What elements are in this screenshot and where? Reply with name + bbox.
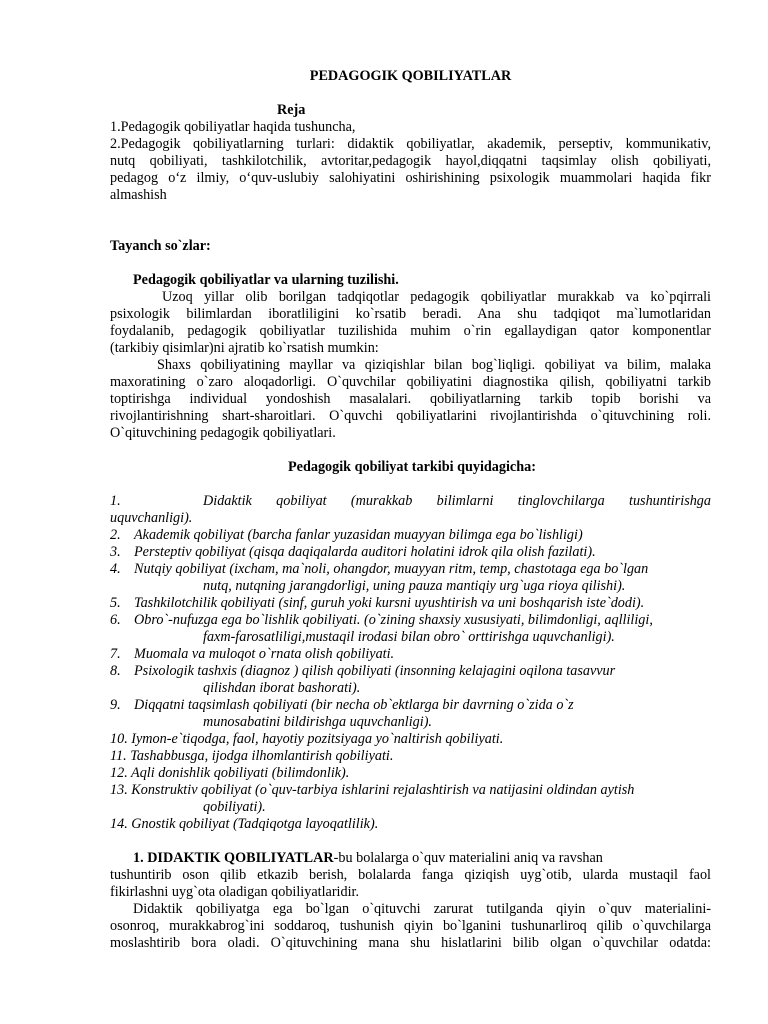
list-item-number: 6. <box>110 612 121 628</box>
paragraph-line: -bu bolalarga o`quv materialini aniq va ravshan <box>333 850 603 866</box>
list-item: Persteptiv qobiliyat (qisqa daqiqalarda auditori holatini idrok qila olish fazilati). <box>134 544 596 560</box>
paragraph-line: foydalanib, pedagogik qobiliyatlar tuzilishida muhim o`rin egallaydigan qator komponentlar <box>110 323 711 339</box>
list-item: faxm-farosatliligi,mustaqil irodasi bilan obro` orttirishga uquvchanligi). <box>203 629 615 645</box>
reja-item: nutq qobiliyati, tashkilotchilik, avtoritar,pedagogik hayol,diqqatni taqsimlay olish qobiliyati, <box>110 153 711 169</box>
list-item: qobiliyati). <box>203 799 266 815</box>
list-item-number: 7. <box>110 646 121 662</box>
list-item: Tashkilotchilik qobiliyati (sinf, guruh yoki kursni uyushtirish va uni boshqarish iste`dodi). <box>134 595 645 611</box>
list-item: 13. Konstruktiv qobiliyat (o`quv-tarbiya ishlarini rejalashtirish va natijasini oldindan aytish <box>110 782 635 798</box>
paragraph-line: Shaxs qobiliyatining mayllar va qiziqishlar bilan bog`liqligi. qobiliyat va bilim, malaka <box>157 357 711 373</box>
list-item: Obro`-nufuzga ega bo`lishlik qobiliyati. (o`zining shaxsiy xususiyati, bilimdonligi, aqlliligi, <box>134 612 653 628</box>
list-item: 10. Iymon-e`tiqodga, faol, hayotiy pozitsiyaga yo`naltirish qobiliyati. <box>110 731 504 747</box>
list-item: 11. Tashabbusga, ijodga ilhomlantirish qobiliyati. <box>110 748 394 764</box>
paragraph-line: fikirlashni uyg`ota oladigan qobiliyatlaridir. <box>110 884 360 900</box>
paragraph-line: moslashtirib bora oladi. O`qituvchining mana shu hislatlarini bilib olgan o`quvchilar odatda: <box>110 935 711 951</box>
list-item-number: 8. <box>110 663 121 679</box>
list-item: 12. Aqli donishlik qobiliyati (bilimdonlik). <box>110 765 350 781</box>
paragraph-line: osonroq, murakkabrog`ini soddaroq, tushunish qiyin bo`lganini tushunarliroq qilib o`quvchilarga <box>110 918 711 934</box>
list-item: Psixologik tashxis (diagnoz ) qilish qobiliyati (insonning kelajagini oqilona tasavvur <box>134 663 616 679</box>
list-item-number: 5. <box>110 595 121 611</box>
list-item-number: 9. <box>110 697 121 713</box>
list-item: munosabatini bildirishga uquvchanligi). <box>203 714 432 730</box>
paragraph-line: O`qituvchining pedagogik qobiliyatlari. <box>110 425 336 441</box>
paragraph-line: Didaktik qobiliyatga ega bo`lgan o`qituvchi zarurat tutilganda qiyin o`quv materialini- <box>133 901 711 917</box>
list-item: Akademik qobiliyat (barcha fanlar yuzasidan muayyan bilimga ega bo`lishligi) <box>134 527 583 543</box>
paragraph-line: (tarkibiy qisimlar)ni ajratib ko`rsatish mumkin: <box>110 340 379 356</box>
list-item-number: 2. <box>110 527 121 543</box>
list-item: uquvchanligi). <box>110 510 193 526</box>
paragraph-line: tushuntirib oson qilib etkazib berish, bolalarda fanga qiziqish uyg`otib, ularda mustaqil faol <box>110 867 711 883</box>
reja-item: almashish <box>110 187 167 203</box>
reja-item: 1.Pedagogik qobiliyatlar haqida tushuncha, <box>110 119 356 135</box>
paragraph-line: psixologik bilimlardan iboratliligini ko`rsatib beradi. Ana shu tadqiqot ma`lumotlaridan <box>110 306 711 322</box>
paragraph-line: Uzoq yillar olib borilgan tadqiqotlar pedagogik qobiliyatlar murakkab va ko`pqirrali <box>162 289 711 305</box>
paragraph-line: toptirishga individual yondoshish masalalari. qobiliyatlarning tarkib topib borishi va <box>110 391 711 407</box>
reja-heading: Reja <box>277 102 306 118</box>
list-item: Muomala va muloqot o`rnata olish qobiliyati. <box>134 646 395 662</box>
list-item: 14. Gnostik qobiliyat (Tadqiqotga layoqatlilik). <box>110 816 379 832</box>
paragraph-line: rivojlantirishning shart-sharoitlari. O`quvchi qobiliyatlarini rivojlantirishda o`qituvchining roli. <box>110 408 711 424</box>
section-heading: Pedagogik qobiliyatlar va ularning tuzilishi. <box>133 272 399 288</box>
list-item: Nutqiy qobiliyat (ixcham, ma`noli, ohangdor, muayyan ritm, temp, chastotaga ega bo`lgan <box>134 561 649 577</box>
reja-item: 2.Pedagogik qobiliyatlarning turlari: didaktik qobiliyatlar, akademik, perseptiv, kommunikativ, <box>110 136 711 152</box>
list-item-number: 4. <box>110 561 121 577</box>
list-item: Diqqatni taqsimlash qobiliyati (bir necha ob`ektlarga bir davrning o`zida o`z <box>134 697 574 713</box>
list-item: Didaktik qobiliyat (murakkab bilimlarni tinglovchilarga tushuntirishga <box>203 493 711 509</box>
list-item-number: 1. <box>110 493 121 509</box>
paragraph-line: maxoratining o`zaro aloqadorligi. O`quvchilar qobiliyatini diagnostika qilish, qobiliyatni tarkib <box>110 374 711 390</box>
list-item: nutq, nutqning jarangdorligi, uning pauza mantiqiy urg`uga rioya qilishi). <box>203 578 626 594</box>
document-title: PEDAGOGIK QOBILIYATLAR <box>309 68 512 84</box>
list-item-number: 3. <box>110 544 121 560</box>
didaktik-heading: 1. DIDAKTIK QOBILIYATLAR <box>133 850 334 866</box>
reja-item: pedagog o‘z ilmiy, o‘quv-uslubiy salohiyatini oshirishining psixologik muammolari haqida fikr <box>110 170 711 186</box>
list-item: qilishdan iborat bashorati). <box>203 680 361 696</box>
tayanch-heading: Tayanch so`zlar: <box>110 238 211 254</box>
list-heading: Pedagogik qobiliyat tarkibi quyidagicha: <box>288 459 536 475</box>
